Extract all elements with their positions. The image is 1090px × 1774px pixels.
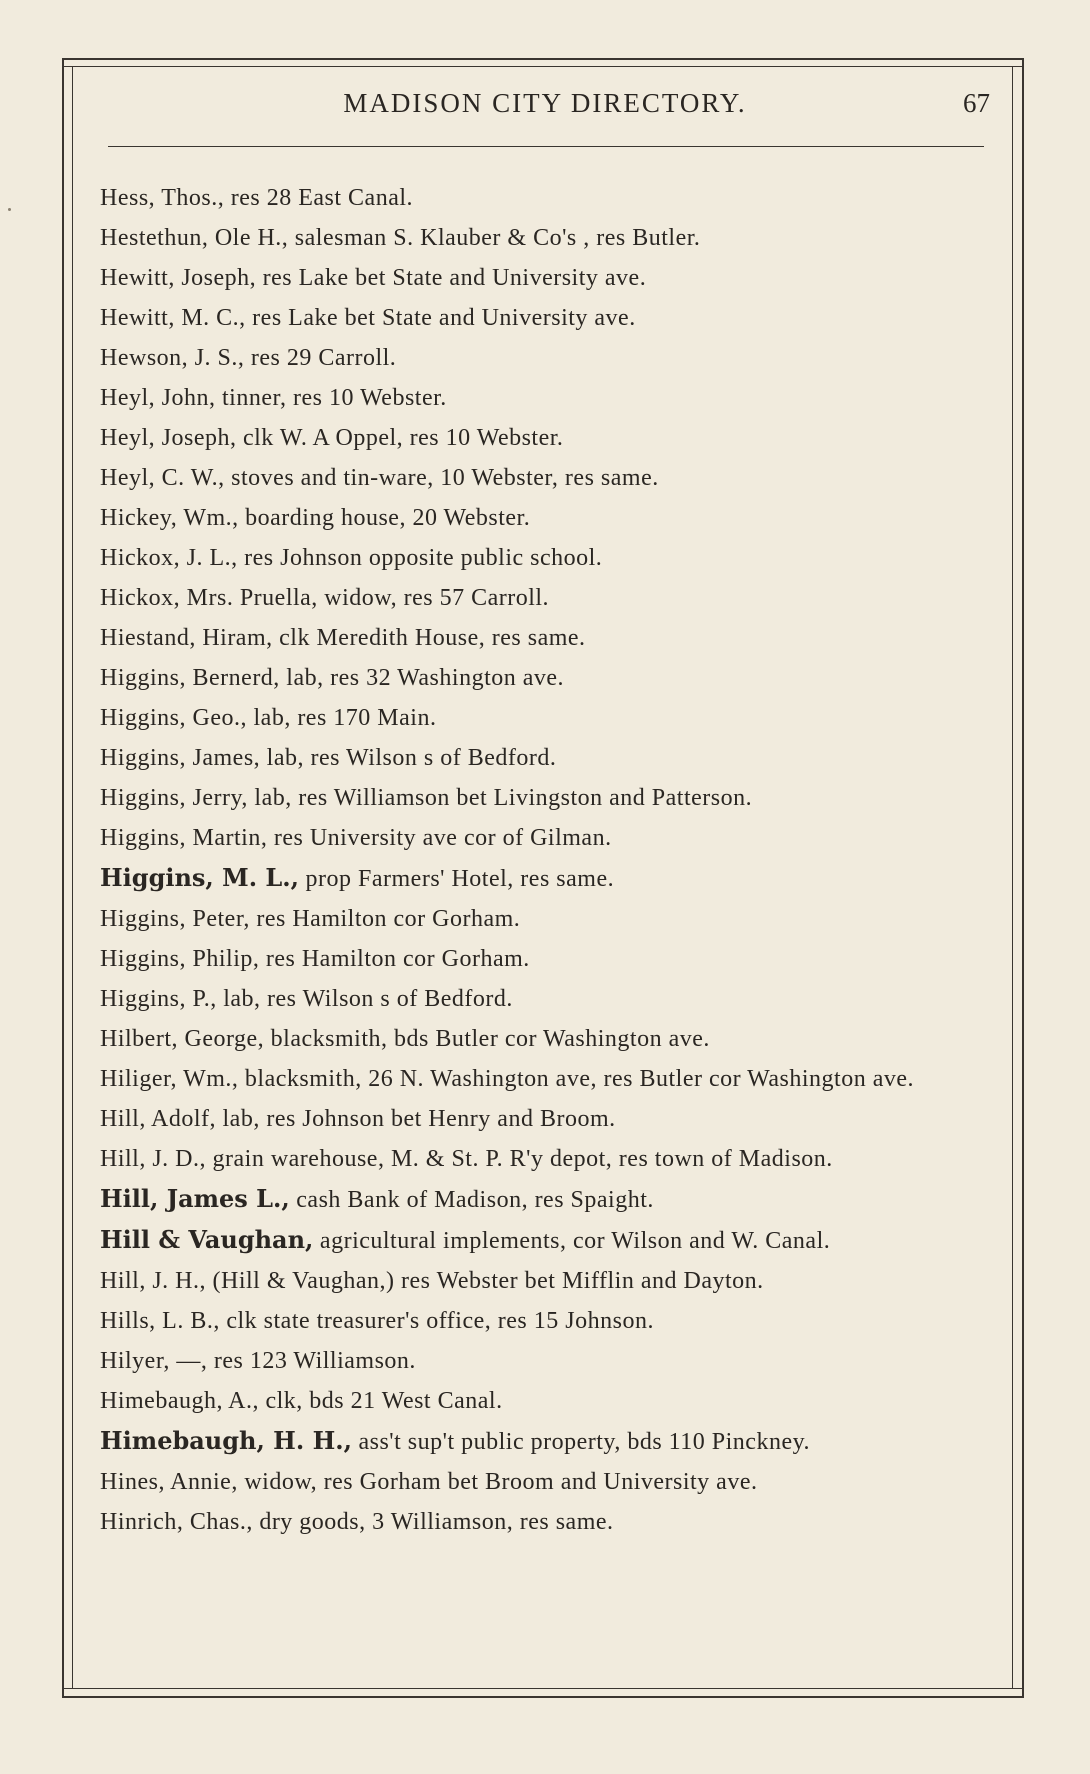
- entry-bold-name: Higgins, M. L.,: [100, 863, 300, 892]
- entry-text: Heyl, Joseph, clk W. A Oppel, res 10 Webster.: [100, 425, 564, 451]
- frame-bottom-outer-rule: [62, 1696, 1024, 1698]
- directory-entry: [100, 178, 980, 218]
- directory-entry: [100, 258, 980, 298]
- entry-text: agricultural implements, cor Wilson and W. Canal.: [313, 1228, 831, 1254]
- directory-entries: [100, 178, 980, 1542]
- entry-text: Hines, Annie, widow, res Gorham bet Broom and University ave.: [100, 1469, 758, 1495]
- directory-entry: [100, 778, 980, 818]
- directory-entry: [100, 899, 980, 939]
- frame-top-inner-rule: [62, 66, 1024, 67]
- entry-text: Higgins, P., lab, res Wilson s of Bedford.: [100, 986, 513, 1012]
- entry-text: Hewson, J. S., res 29 Carroll.: [100, 345, 397, 371]
- directory-entry: [100, 1019, 980, 1059]
- directory-entry: [100, 578, 980, 618]
- directory-entry: [100, 1139, 980, 1179]
- entry-text: Heyl, John, tinner, res 10 Webster.: [100, 385, 447, 411]
- entry-text: Hiliger, Wm., blacksmith, 26 N. Washington ave, res Butler cor Washington ave.: [100, 1066, 915, 1092]
- entry-text: Hickox, J. L., res Johnson opposite public school.: [100, 545, 603, 571]
- header-rule: [108, 146, 984, 147]
- entry-text: Higgins, Geo., lab, res 170 Main.: [100, 705, 437, 731]
- running-header: [100, 88, 990, 128]
- entry-text: Hewitt, M. C., res Lake bet State and University ave.: [100, 305, 636, 331]
- page-title: MADISON CITY DIRECTORY.: [343, 88, 747, 118]
- directory-entry: [100, 738, 980, 778]
- entry-text: Hilyer, —, res 123 Williamson.: [100, 1348, 416, 1374]
- entry-text: Hilbert, George, blacksmith, bds Butler cor Washington ave.: [100, 1026, 710, 1052]
- directory-entry: [100, 1341, 980, 1381]
- entry-text: cash Bank of Madison, res Spaight.: [289, 1187, 654, 1213]
- entry-text: Higgins, Jerry, lab, res Williamson bet Livingston and Patterson.: [100, 785, 753, 811]
- directory-entry: [100, 1381, 980, 1421]
- entry-text: Higgins, James, lab, res Wilson s of Bedford.: [100, 745, 557, 771]
- directory-entry: [100, 698, 980, 738]
- directory-entry: [100, 1220, 980, 1261]
- entry-text: Himebaugh, A., clk, bds 21 West Canal.: [100, 1388, 503, 1414]
- entry-text: Higgins, Bernerd, lab, res 32 Washington ave.: [100, 665, 565, 691]
- directory-entry: [100, 1099, 980, 1139]
- directory-entry: [100, 1261, 980, 1301]
- entry-text: Hill, J. D., grain warehouse, M. & St. P. R'y depot, res town of Madison.: [100, 1146, 833, 1172]
- frame-bottom-inner-rule: [62, 1688, 1024, 1689]
- entry-text: Hinrich, Chas., dry goods, 3 Williamson, res same.: [100, 1509, 614, 1535]
- entry-text: Heyl, C. W., stoves and tin-ware, 10 Webster, res same.: [100, 465, 659, 491]
- directory-entry: [100, 418, 980, 458]
- entry-text: Hill, Adolf, lab, res Johnson bet Henry and Broom.: [100, 1106, 616, 1132]
- entry-text: Hestethun, Ole H., salesman S. Klauber & Co's , res Butler.: [100, 225, 701, 251]
- frame-top-outer-rule: [62, 58, 1024, 60]
- entry-text: prop Farmers' Hotel, res same.: [299, 866, 615, 892]
- entry-text: Higgins, Peter, res Hamilton cor Gorham.: [100, 906, 521, 932]
- entry-text: Hills, L. B., clk state treasurer's office, res 15 Johnson.: [100, 1308, 654, 1334]
- directory-entry: [100, 298, 980, 338]
- directory-entry: [100, 1301, 980, 1341]
- directory-entry: [100, 1179, 980, 1220]
- entry-text: Hill, J. H., (Hill & Vaughan,) res Webster bet Mifflin and Dayton.: [100, 1268, 764, 1294]
- entry-text: ass't sup't public property, bds 110 Pinckney.: [351, 1429, 811, 1455]
- directory-entry: [100, 1059, 980, 1099]
- entry-text: Hickey, Wm., boarding house, 20 Webster.: [100, 505, 531, 531]
- entry-text: Higgins, Martin, res University ave cor of Gilman.: [100, 825, 612, 851]
- entry-bold-name: Hill & Vaughan,: [100, 1225, 314, 1254]
- directory-entry: [100, 498, 980, 538]
- directory-entry: [100, 378, 980, 418]
- page-number: 67: [963, 88, 990, 118]
- scan-speck: [8, 208, 11, 211]
- directory-entry: [100, 658, 980, 698]
- frame-left-outer-rule: [62, 58, 64, 1698]
- directory-entry: [100, 338, 980, 378]
- directory-entry: [100, 818, 980, 858]
- entry-text: Hess, Thos., res 28 East Canal.: [100, 185, 414, 211]
- frame-left-inner-rule: [72, 66, 73, 1689]
- directory-entry: [100, 458, 980, 498]
- entry-bold-name: Himebaugh, H. H.,: [100, 1426, 352, 1455]
- directory-entry: [100, 538, 980, 578]
- entry-text: Higgins, Philip, res Hamilton cor Gorham.: [100, 946, 530, 972]
- entry-text: Hickox, Mrs. Pruella, widow, res 57 Carroll.: [100, 585, 550, 611]
- frame-right-inner-rule: [1012, 66, 1013, 1689]
- directory-entry: [100, 1421, 980, 1462]
- entry-text: Hewitt, Joseph, res Lake bet State and University ave.: [100, 265, 647, 291]
- directory-entry: [100, 858, 980, 899]
- directory-entry: [100, 939, 980, 979]
- frame-right-outer-rule: [1022, 58, 1024, 1698]
- directory-entry: [100, 218, 980, 258]
- directory-entry: [100, 1502, 980, 1542]
- entry-text: Hiestand, Hiram, clk Meredith House, res same.: [100, 625, 586, 651]
- entry-bold-name: Hill, James L.,: [100, 1184, 290, 1213]
- directory-entry: [100, 618, 980, 658]
- directory-entry: [100, 979, 980, 1019]
- directory-entry: [100, 1462, 980, 1502]
